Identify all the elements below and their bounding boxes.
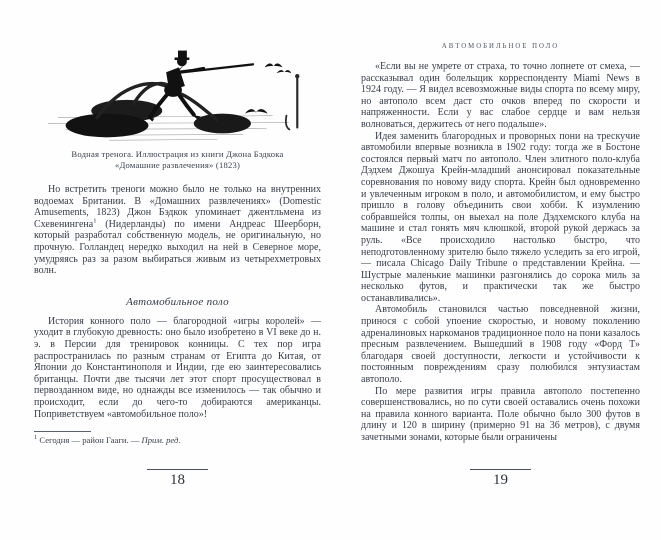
page-number: 19 [493, 472, 508, 488]
left-paragraph-1 [34, 184, 321, 277]
section-heading: Автомобильное поло [126, 295, 229, 308]
page-number: 18 [170, 472, 185, 488]
left-paragraph-2: История конного поло — благородной «игры королей» — уходит в глубокую древность: оно было изобретено в VI веке до н. э. в Персии для тренировок конницы. С тех пор игра распространилась по разным странам от Египта до Китая, от Японии до Константинополя и Индии, где ею заинтересовались британцы. Почти две тысячи лет этот спорт просуществовал в первозданном виде, но однажды все изменилось — так обычно и происходит, если до чего-то добираются американцы. Поприветствуем «автомобильное поло»! [34, 315, 321, 420]
water-tripod-illustration [34, 34, 321, 146]
footer-rule [147, 469, 208, 470]
illustration-caption [34, 149, 321, 171]
footnote-editor-note: Прим. ред. [141, 435, 181, 446]
right-paragraph-1: «Если вы не умрете от страха, то точно лопнете от смеха, — рассказывал один болельщик корреспонденту Miami News в 1924 году. — Я видел всевозможные виды спорта по всему миру, но автополо всем даст сто очков вперед по скорости и напряженности. Если у вас слабое сердце и вам нельзя волноваться, держитесь от него подальше». [361, 61, 640, 130]
footnote-rule [34, 431, 91, 432]
right-paragraph-3: Автомобиль становился частью повседневной жизни, принося с собой упоение скоростью, и новому поколению адреналиновых наркоманов традиционное поло на пони казалось пресным развлечением. Вышедший в 1908 году «Форд Т» благодаря своей доступности, легкости и устойчивости к постоянным повреждениям сразу полюбился энтузиастам автополо. [361, 304, 640, 386]
caption-line-2: «Домашние развлечения» (1823) [114, 160, 241, 170]
footnote-marker: 1 [34, 434, 38, 442]
footnote-text [34, 435, 321, 445]
left-page-footer [34, 469, 321, 489]
right-paragraph-2: Идея заменить благородных и проворных пони на трескучие автомобили впервые возникла в 1902 году: тогда же в Бостоне состоялся первый матч по автополо. Член элитного поло-клуба Дэдхем Джошуа Крейн-младший анонсировал показательные соревнования по новому виду спорта. Крейн был одновременно и увлеченным игроком в поло, и автомобилистом, и ему быстро пришло в голову объединить свои хобби. К изумлению собравшейся толпы, он выехал на поле Дэдхемского клуба на машине и стал гонять мяч клюшкой, второй рукой держась за руль. «Все происходило настолько быстро, что неподготовленному зрителю было тяжело уследить за его игрой, — писала Chicago Daily Tribune о представлении Крейна. — Шустрые маленькие машинки разгонялись до сорока миль за несколько футов, и практически так же быстро останавливались». [361, 130, 640, 304]
footer-rule [470, 469, 531, 470]
caption-line-1: Водная тренога. Иллюстрация из книги Джона Бэдкока [71, 149, 284, 159]
page-right [361, 0, 640, 540]
footnote-body: Сегодня — район Гааги. — [39, 435, 142, 446]
right-paragraph-4: По мере развития игры правила автополо постепенно совершенствовались, но по сути своей оставались очень похожи на правила конного варианта. Поле обычно было 300 футов в длину и 120 в ширину (примерно 91 на 36 метров), с двумя зачетными зонами, которые были ограничены [361, 385, 640, 443]
footnote-block [34, 431, 321, 445]
running-header: АВТОМОБИЛЬНОЕ ПОЛО [441, 43, 560, 50]
right-page-footer [361, 469, 640, 489]
page-left [34, 0, 321, 540]
water-tripod-engraving-icon [40, 34, 316, 146]
footnote-reference: 1 [93, 217, 97, 225]
paragraph-text: Но встретить треноги можно было не только на внутренних водоемах Британии. В «Домашних развлечениях» (Domestic Amusements, 1823) Джон Бэдкок упоминает джентльмена из Схевенингена [34, 184, 321, 230]
paragraph-text: (Нидерланды) по имени Андреас Шеерборн, который разработал собственную модель, не оригинальную, но прочную. Голландец нередко выходил на ней в Северное море, умудряясь раз за разом выбираться живым из четырехметровых волн. [34, 218, 321, 277]
